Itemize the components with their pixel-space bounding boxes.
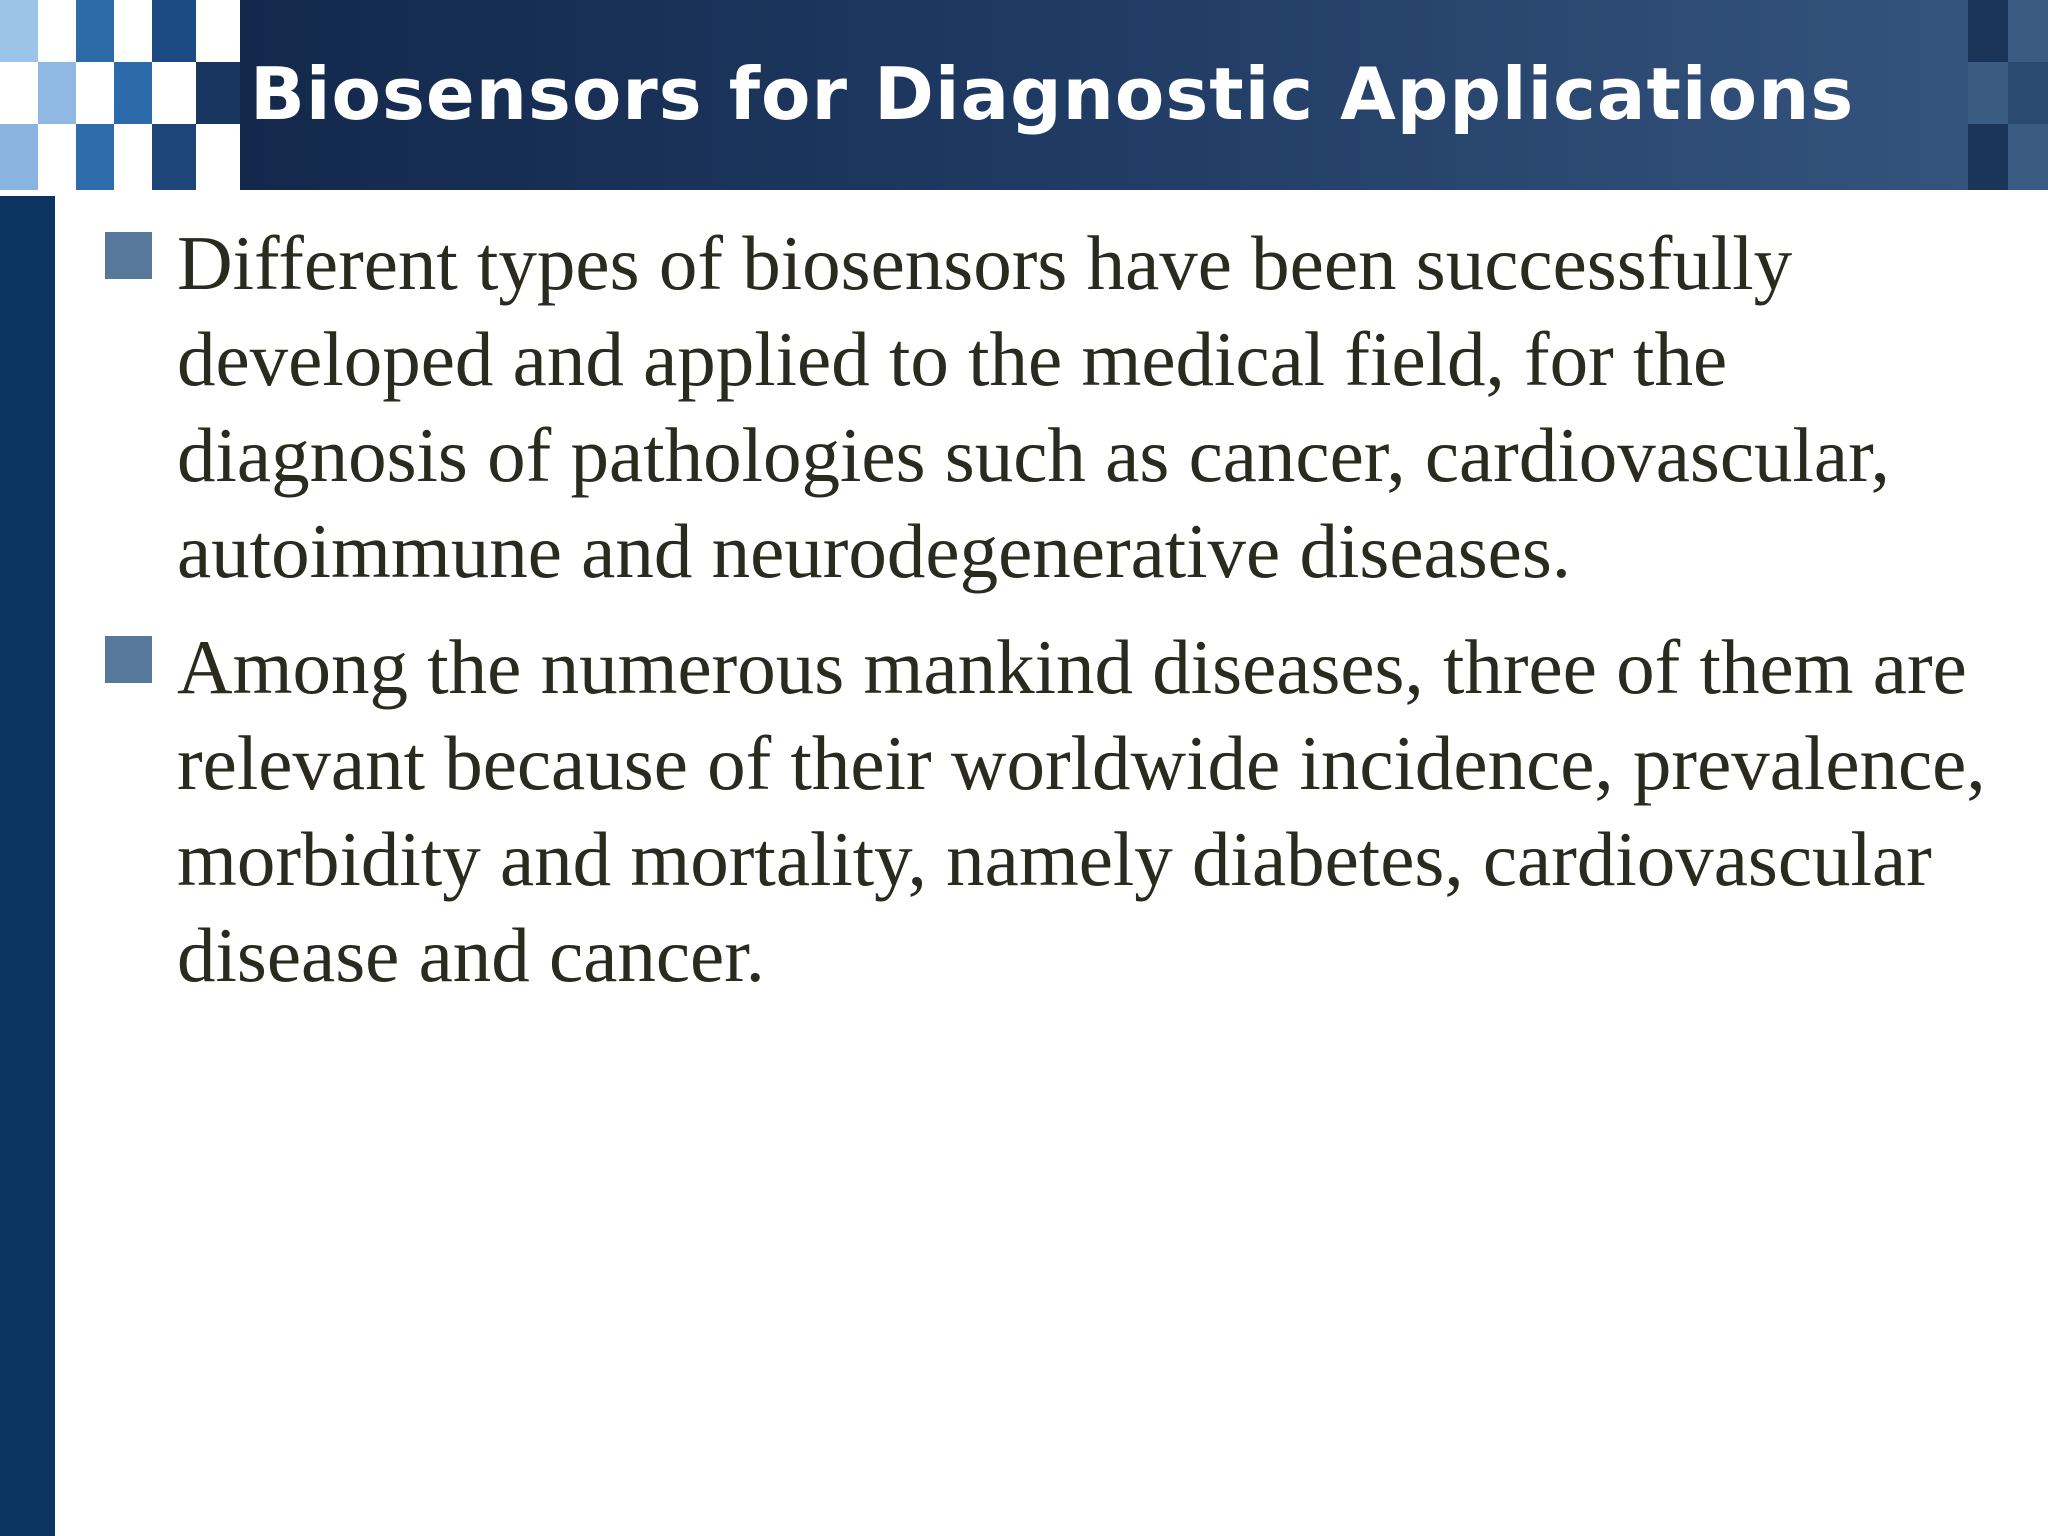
square-bullet-icon [105, 636, 152, 683]
bullet-item [105, 215, 2035, 599]
bullet-text: Among the numerous mankind diseases, three of them are relevant because of their worldwide incidence, prevalence, morbidity and mortality, namely diabetes, cardiovascular disease and cancer. [177, 624, 1986, 998]
bullet-text: Different types of biosensors have been successfully developed and applied to the medical field, for the diagnosis of pathologies such as cancer, cardiovascular, autoimmune and neurodegenerative diseases. [177, 220, 1890, 594]
bullet-item [105, 619, 2035, 1003]
bullet-list [105, 215, 2035, 1023]
square-bullet-icon [105, 232, 152, 279]
slide-title: Biosensors for Diagnostic Applications [250, 52, 1855, 136]
left-accent-bar [0, 196, 55, 1536]
checker-decoration [0, 0, 240, 190]
title-bar-decoration [1968, 0, 2048, 190]
